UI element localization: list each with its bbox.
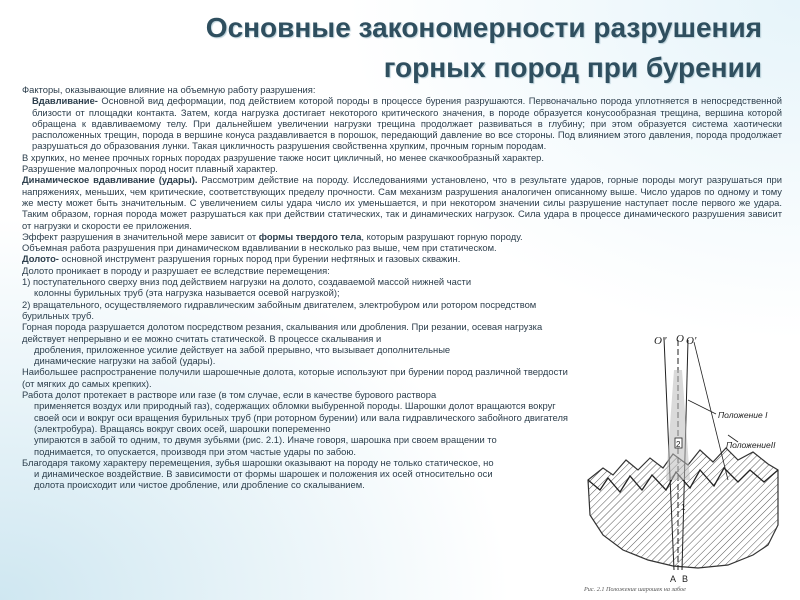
effect-post: , которым разрушают горную породу. xyxy=(361,230,523,242)
label-position-2: ПоложениеII xyxy=(726,440,776,450)
paragraph-effect xyxy=(22,231,782,242)
paragraph-bit xyxy=(22,253,782,264)
movement-1-cont: колонны бурильных труб (эта нагрузка называется осевой нагрузкой); xyxy=(34,287,340,299)
leader-position-1 xyxy=(688,400,716,414)
paragraph-cutting-2: дробления, приложенное усилие действует на забой прерывно, что вызывает дополнительные xyxy=(34,343,451,355)
movement-2: 2) вращательного, осуществляемого гидравлическим забойным двигателем, электробуром или ротором посредством бурильных труб. xyxy=(22,298,537,321)
vdavlivanie-text: Основной вид деформации, под действием которой породы в процессе бурения разрушаются. Первоначально порода уплотняется в непосредственной близости от площадки контакта. Затем, когда нагрузка достигает некоторого критического значения, в породе образуется конусообразная трещина, вершина которой обращена к вдавливаемому телу. При дальнейшем увеличении нагрузки трещина продолжает развиваться в глубину; при этом образуется система хаотически расположенных трещин, порода в вершине конуса раздавливается в порошок, передающий давление во все стороны. Под влиянием этого давления, порода продолжает разрушаться до образования лунки. Такая цикличность разрушения свойственна хрупким, прочным горным породам. xyxy=(32,95,782,152)
paragraph-final-1: Благодаря такому характеру перемещения, зубья шарошки оказывают на породу не только статическое, но xyxy=(22,456,494,468)
term-bit: Долото- xyxy=(22,253,59,265)
label-b: B xyxy=(682,574,689,584)
label-a: A xyxy=(670,574,677,584)
label-o2: O" xyxy=(654,335,667,347)
label-position-1: Положение I xyxy=(718,410,768,420)
term-dynamic: Динамическое вдавливание (удары). xyxy=(22,174,198,186)
label-o1: O' xyxy=(686,335,697,347)
paragraph-cutting: Горная порода разрушается долотом посредством резания, скалывания или дробления. При резании, осевая нагрузка действует непрерывно и ее можно считать статической. В процессе скалывания и xyxy=(22,321,543,344)
intro-text: Факторы, оказывающие влияние на объемную работу разрушения: xyxy=(22,84,316,95)
paragraph-work-3: упираются в забой то одним, то двумя зубьями (рис. 2.1). Иначе говоря, шарошка при своем вращении то xyxy=(34,434,497,446)
label-2: 2 xyxy=(676,440,681,449)
term-vdavlivanie: Вдавливание- xyxy=(32,95,98,107)
effect-pre: Эффект разрушения в значительной мере зависит от xyxy=(22,230,259,242)
bit-enters: Долото проникает в породу и разрушает ее вследствие перемещения: xyxy=(22,264,330,276)
bit-text: основной инструмент разрушения горных пород при бурении нефтяных и газовых скважин. xyxy=(58,253,461,265)
term-solid-form: формы твердого тела xyxy=(258,230,362,242)
paragraph-volume: Объемная работа разрушения при динамическом вдавливании в несколько раз выше, чем при статическом. xyxy=(22,242,497,254)
paragraph-vdavlivanie xyxy=(22,95,782,151)
figure-caption: Рис. 2.1 Положение шарошек на забое xyxy=(584,586,686,593)
dynamic-text: Рассмотрим действие на породу. Исследованиями установлено, что в результате ударов, горные породы могут разрушаться при напряжениях, меньших, чем критические, соответствующих пределу прочности. Сам механизм разрушения аналогичен описанному выше. Число ударов по одному и тому же месту может быть значительным. С увеличением силы удара число их уменьшается, и при некотором значении силы разрушение наступает после первого же удара. Таким образом, горная порода может разрушаться как при действии статических, так и динамических нагрузок. Сила удара в процессе динамического разрушения зависит от нагрузки и скорости ее приложения. xyxy=(22,174,782,231)
title-line-2: горных пород при бурении xyxy=(383,52,762,83)
roller-cone-diagram xyxy=(578,330,788,590)
movement-1: 1) поступательного сверху вниз под действием нагрузки на долото, создаваемой массой нижней части xyxy=(22,276,472,288)
left-column xyxy=(22,265,578,491)
paragraph-final-2: и динамическое воздействие. В зависимости от формы шарошек и положения их осей относительно оси xyxy=(34,468,493,480)
paragraph-roller: Наибольшее распространение получили шарошечные долота, которые используют при бурении пород различной твердости (от мягких до самых крепких). xyxy=(22,366,568,389)
paragraph-cutting-3: динамические нагрузки на забой (удары). xyxy=(34,355,216,367)
label-o: O xyxy=(676,333,684,345)
title-line-1: Основные закономерности разрушения xyxy=(205,12,762,43)
paragraph-work-4: поднимается, то опускается, производя при этом частые удары по забою. xyxy=(34,445,356,457)
paragraph-work-2: применяется воздух или природный газ), содержащих обломки выбуренной породы. Шарошки долот вращаются вокруг своей оси и вокруг оси вращения бурильных труб (при роторном бурении) или вала гидравлического забойного двигателя (электробура). Вращаясь вокруг своих осей, шарошки попеременно xyxy=(34,400,568,434)
paragraph-dynamic xyxy=(22,174,782,230)
paragraph-final-3: долота происходит или чистое дробление, или дробление со скалыванием. xyxy=(34,479,365,491)
paragraph-work-1: Работа долот протекает в растворе или газе (в том случае, если в качестве бурового раствора xyxy=(22,389,437,401)
paragraph-brittle: В хрупких, но менее прочных горных породах разрушение также носит цикличный, но менее скачкообразный характер. xyxy=(22,151,544,163)
slide-title xyxy=(100,8,770,88)
label-1: 1 xyxy=(681,503,686,512)
paragraph-plastic: Разрушение малопрочных пород носит плавный характер. xyxy=(22,163,278,175)
